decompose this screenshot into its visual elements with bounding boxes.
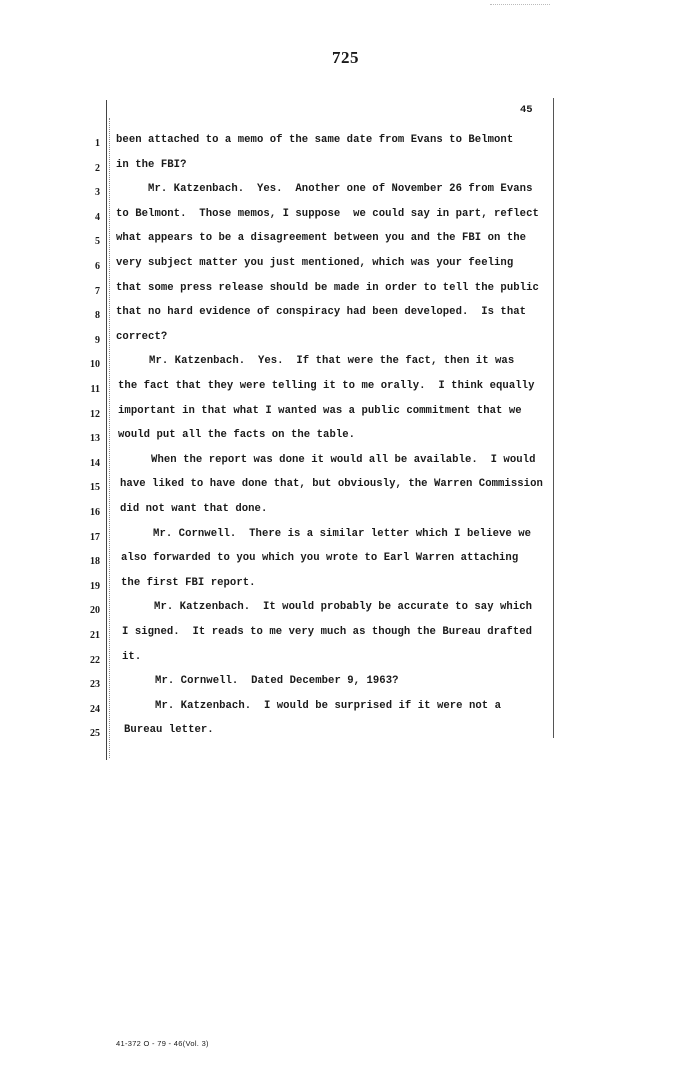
transcript-line: that no hard evidence of conspiracy had been developed. Is that bbox=[116, 306, 527, 319]
line-number: 12 bbox=[90, 408, 100, 420]
line-number: 7 bbox=[95, 285, 100, 297]
line-number: 19 bbox=[90, 580, 100, 592]
transcript-line: very subject matter you just mentioned, which was your feeling bbox=[116, 257, 514, 269]
transcript-line: to Belmont. Those memos, I suppose we could say in part, reflect bbox=[116, 207, 539, 220]
line-number: 3 bbox=[95, 187, 100, 199]
transcript-line: correct? bbox=[116, 330, 168, 343]
line-number: 24 bbox=[90, 703, 100, 715]
line-number: 10 bbox=[90, 359, 100, 371]
transcript-line: I signed. It reads to me very much as though the Bureau drafted bbox=[122, 626, 533, 638]
transcript-line: the fact that they were telling it to me orally. I think equally bbox=[118, 380, 535, 392]
line-number: 9 bbox=[95, 334, 100, 346]
scan-artifact bbox=[490, 4, 550, 5]
line-number: 5 bbox=[95, 236, 100, 248]
page-number: 725 bbox=[332, 48, 359, 67]
line-number: 13 bbox=[90, 433, 100, 445]
footer-print-code: 41-372 O - 79 - 46(Vol. 3) bbox=[116, 1039, 209, 1048]
line-number: 23 bbox=[90, 679, 100, 691]
line-number: 20 bbox=[90, 605, 100, 617]
transcript-line: the first FBI report. bbox=[121, 576, 256, 589]
transcript-line: Mr. Katzenbach. Yes. Another one of November 26 from Evans bbox=[116, 183, 533, 196]
line-number: 2 bbox=[95, 162, 100, 174]
line-number: 4 bbox=[95, 211, 100, 223]
line-number: 11 bbox=[90, 384, 100, 395]
transcript-line: Mr. Cornwell. There is a similar letter which I believe we bbox=[121, 527, 532, 540]
left-margin-rule bbox=[106, 100, 107, 760]
transcript-line: would put all the facts on the table. bbox=[118, 429, 356, 442]
transcript-line: Mr. Katzenbach. I would be surprised if it were not a bbox=[123, 699, 502, 712]
line-number: 8 bbox=[95, 310, 100, 322]
transcript-line: Mr. Cornwell. Dated December 9, 1963? bbox=[123, 675, 399, 688]
line-number: 25 bbox=[90, 728, 100, 740]
transcript-line: When the report was done it would all be available. I would bbox=[119, 453, 536, 466]
transcript-line: Mr. Katzenbach. It would probably be accurate to say which bbox=[122, 601, 533, 614]
transcript-line: Bureau letter. bbox=[124, 724, 214, 737]
transcript-line: also forwarded to you which you wrote to Earl Warren attaching bbox=[121, 552, 519, 565]
transcript-line: Mr. Katzenbach. Yes. If that were the fact, then it was bbox=[117, 355, 515, 368]
line-number: 14 bbox=[90, 457, 100, 469]
transcript-line: important in that what I wanted was a public commitment that we bbox=[118, 404, 522, 417]
line-number: 1 bbox=[95, 138, 100, 149]
line-number: 22 bbox=[90, 654, 100, 666]
line-number: 16 bbox=[90, 507, 100, 518]
transcript-line: in the FBI? bbox=[116, 158, 187, 171]
transcript-line: did not want that done. bbox=[120, 503, 268, 515]
line-number: 6 bbox=[95, 261, 100, 272]
right-margin-rule bbox=[553, 98, 554, 738]
line-number: 21 bbox=[90, 630, 100, 641]
left-margin-rule-inner bbox=[109, 118, 110, 758]
transcript-line: it. bbox=[122, 650, 142, 663]
transcript-line: have liked to have done that, but obviously, the Warren Commission bbox=[120, 478, 543, 491]
line-number: 17 bbox=[90, 531, 100, 543]
transcript-line: that some press release should be made in order to tell the public bbox=[116, 281, 539, 294]
transcript-line: what appears to be a disagreement between you and the FBI on the bbox=[116, 232, 527, 245]
line-number: 18 bbox=[90, 556, 100, 568]
line-number: 15 bbox=[90, 482, 100, 494]
transcript-line: been attached to a memo of the same date from Evans to Belmont bbox=[116, 134, 514, 146]
sheet-number: 45 bbox=[520, 104, 533, 116]
